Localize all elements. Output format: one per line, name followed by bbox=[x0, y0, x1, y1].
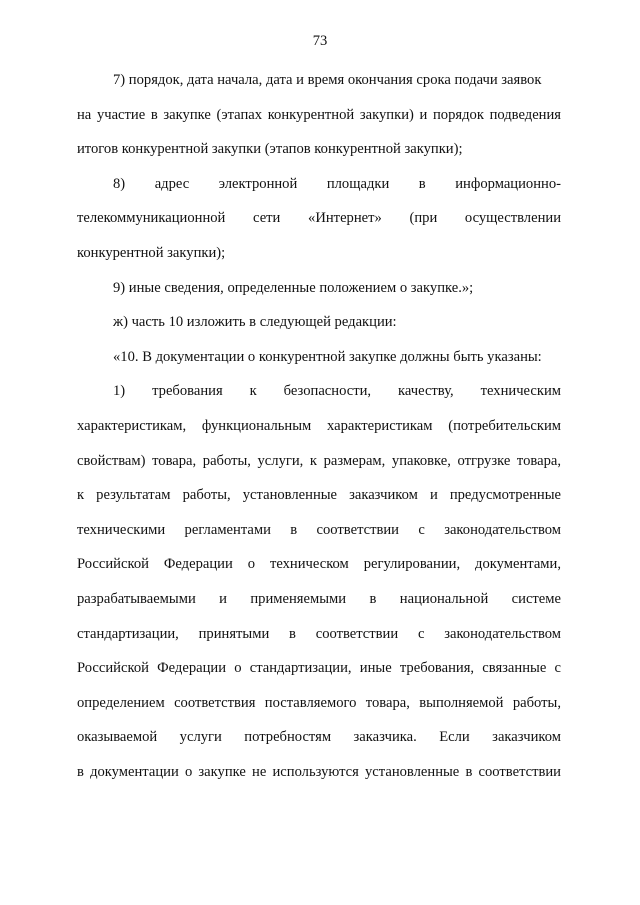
text-line: определением соответствия поставляемого товара, выполняемой работы, bbox=[77, 694, 561, 711]
text-line: Российской Федерации о стандартизации, иные требования, связанные с bbox=[77, 660, 561, 677]
text-line: стандартизации, принятыми в соответствии с законодательством bbox=[77, 625, 561, 642]
body-text bbox=[77, 63, 561, 789]
text-line: 7) порядок, дата начала, дата и время окончания срока подачи заявок bbox=[113, 72, 542, 88]
text-line: Российской Федерации о техническом регулировании, документами, bbox=[77, 556, 561, 573]
text-line: разрабатываемыми и применяемыми в национальной системе bbox=[77, 590, 561, 607]
text-line: оказываемой услуги потребностям заказчика. Если заказчиком bbox=[77, 729, 561, 746]
text-line: на участие в закупке (этапах конкурентной закупки) и порядок подведения bbox=[77, 106, 561, 123]
text-line: итогов конкурентной закупки (этапов конкурентной закупки); bbox=[77, 141, 463, 158]
text-line: 9) иные сведения, определенные положением о закупке.»; bbox=[113, 279, 474, 296]
page-number: 73 bbox=[312, 33, 328, 49]
text-line: к результатам работы, установленные заказчиком и предусмотренные bbox=[77, 487, 561, 504]
text-line: конкурентной закупки); bbox=[77, 244, 226, 261]
text-line: «10. В документации о конкурентной закупке должны быть указаны: bbox=[113, 348, 542, 365]
text-line: ж) часть 10 изложить в следующей редакции: bbox=[113, 314, 397, 331]
text-line: техническими регламентами в соответствии с законодательством bbox=[77, 521, 561, 538]
text-line: в документации о закупке не используются установленные в соответствии bbox=[77, 763, 561, 780]
text-line: 1) требования к безопасности, качеству, техническим bbox=[113, 383, 561, 400]
text-line: свойствам) товара, работы, услуги, к размерам, упаковке, отгрузке товара, bbox=[77, 452, 561, 469]
text-line: характеристикам, функциональным характеристикам (потребительским bbox=[77, 417, 561, 434]
text-line: телекоммуникационной сети «Интернет» (при осуществлении bbox=[77, 210, 561, 227]
text-line: 8) адрес электронной площадки в информационно- bbox=[113, 175, 561, 192]
